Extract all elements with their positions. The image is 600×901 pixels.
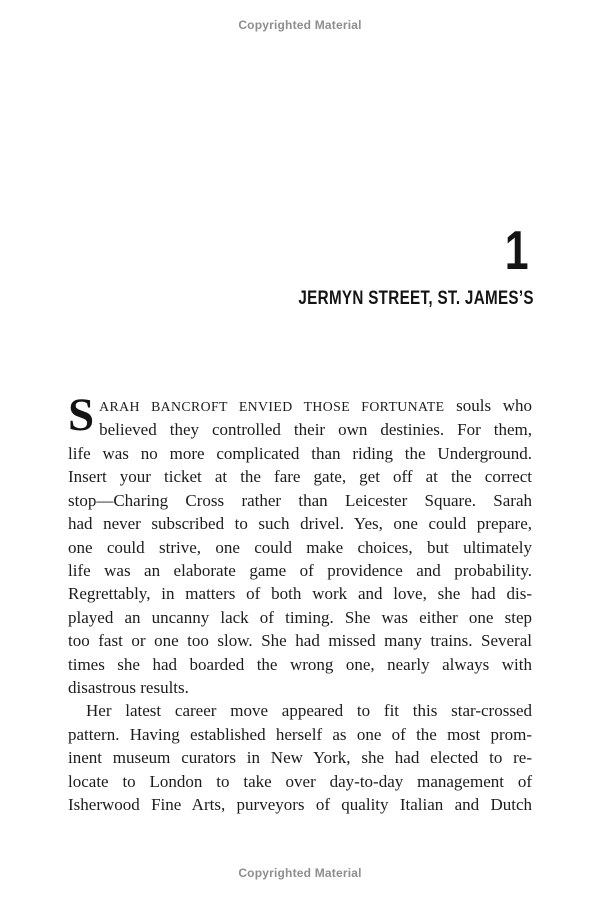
text-line: life was an elaborate game of providence and probability. <box>68 560 532 580</box>
text-line: Isherwood Fine Arts, purveyors of quality Italian and Dutch <box>68 795 532 815</box>
text-line: too fast or one too slow. She had missed many trains. Several <box>68 631 532 651</box>
text-line: times she had boarded the wrong one, nearly always with <box>68 654 532 674</box>
paragraph-2-lines <box>68 723 532 817</box>
paragraph-2-first-line: Her latest career move appeared to fit this star-crossed <box>86 701 532 721</box>
text-line: stop—Charing Cross rather than Leicester Square. Sarah <box>68 490 532 510</box>
text-line-first <box>68 394 532 418</box>
first-line-rest: souls who <box>456 396 533 415</box>
drop-cap: S <box>68 389 95 441</box>
text-line: inent museum curators in New York, she had elected to re- <box>68 748 532 768</box>
text-line: Insert your ticket at the fare gate, get off at the correct <box>68 467 532 487</box>
paragraph-1-lines <box>68 418 532 676</box>
body-text <box>68 389 533 817</box>
small-caps-text: ARAH BANCROFT ENVIED THOSE FORTUNATE <box>99 399 445 414</box>
text-line: one could strive, one could make choices, but ultimately <box>68 537 532 557</box>
text-line: had never subscribed to such drivel. Yes, one could prepare, <box>68 514 532 534</box>
text-line: pattern. Having established herself as one of the most prom- <box>68 724 532 744</box>
text-line: played an uncanny lack of timing. She was either one step <box>68 607 532 627</box>
text-line: life was no more complicated than riding the Underground. <box>68 443 532 463</box>
chapter-title-text: JERMYN STREET, ST. JAMES’S <box>298 287 534 309</box>
text-line: believed they controlled their own destinies. For them, <box>99 420 532 440</box>
chapter-title <box>232 287 534 310</box>
chapter-number <box>498 219 529 281</box>
chapter-number-text: 1 <box>505 219 529 281</box>
text-line: Regrettably, in matters of both work and love, she had dis- <box>68 584 532 604</box>
copyright-notice-bottom: Copyrighted Material <box>238 866 362 880</box>
copyright-notice-top: Copyrighted Material <box>238 18 362 32</box>
paragraph-1-last-line: disastrous results. <box>68 678 189 698</box>
text-line: locate to London to take over day-to-day management of <box>68 771 532 791</box>
